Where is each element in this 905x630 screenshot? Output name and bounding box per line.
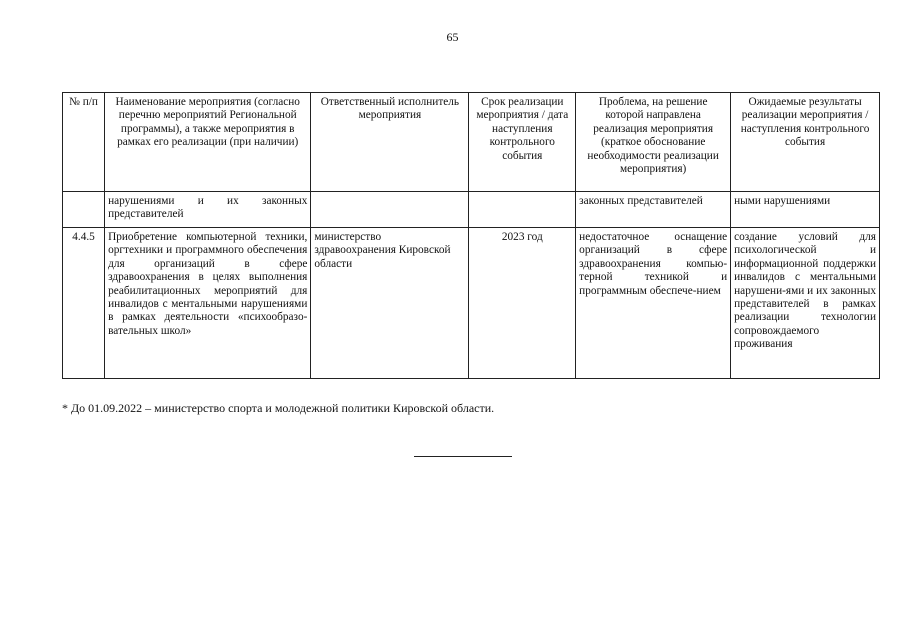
table-row-continuation — [63, 192, 880, 228]
table-row — [63, 228, 880, 379]
header-responsible: Ответственный исполнитель мероприятия — [311, 93, 469, 192]
cell-problem: законных представителей — [576, 192, 731, 228]
header-expected-result: Ожидаемые результаты реализации мероприятия / наступления контрольного события — [731, 93, 880, 192]
measures-table — [62, 92, 880, 379]
divider-line — [414, 456, 512, 457]
page-number: 65 — [446, 30, 459, 44]
cell-expected-result: ными нарушениями — [731, 192, 880, 228]
header-measure-name: Наименование мероприятия (согласно перечню мероприятий Региональной программы), а также мероприятия в рамках его реализации (при наличии) — [105, 93, 311, 192]
cell-number: 4.4.5 — [63, 228, 105, 379]
cell-expected-result: создание условий для психологической и информационной поддержки инвалидов с ментальными нарушени-ями и их законных представителей в рамках реализации технологии сопровождаемого проживания — [731, 228, 880, 379]
table-header-row — [63, 93, 880, 192]
cell-term — [469, 192, 576, 228]
footnote: * До 01.09.2022 – министерство спорта и молодежной политики Кировской области. — [62, 401, 495, 415]
cell-problem: недостаточное оснащение организаций в сфере здравоохранения компью-терной техникой и программным обеспече-нием — [576, 228, 731, 379]
header-number: № п/п — [63, 93, 105, 192]
cell-number — [63, 192, 105, 228]
header-problem: Проблема, на решение которой направлена реализация мероприятия (краткое обоснование необходимости реализации мероприятия) — [576, 93, 731, 192]
cell-responsible — [311, 192, 469, 228]
cell-measure-name: Приобретение компьютерной техники, оргтехники и программного обеспечения для организаций в сфере здравоохранения в целях выполнения реабилитационных мероприятий для инвалидов с ментальными нарушениями в рамках деятельности «психообразо-вательных школ» — [105, 228, 311, 379]
cell-measure-name: нарушениями и их законных представителей — [105, 192, 311, 228]
header-term: Срок реализации мероприятия / дата наступления контрольного события — [469, 93, 576, 192]
cell-responsible: министерство здравоохранения Кировской области — [311, 228, 469, 379]
cell-term: 2023 год — [469, 228, 576, 379]
